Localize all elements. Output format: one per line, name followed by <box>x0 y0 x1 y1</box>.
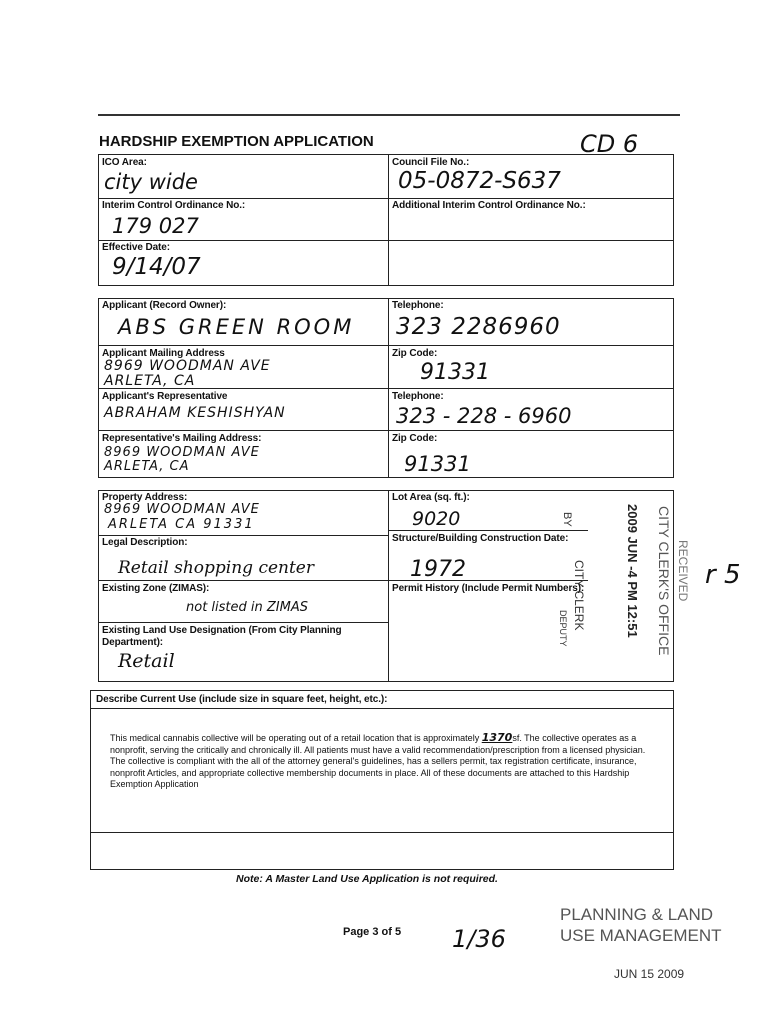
zip-label: Zip Code: <box>392 348 438 359</box>
construction-value: 1972 <box>410 557 466 582</box>
ico-no-value: 179 027 <box>112 214 199 238</box>
construction-label: Structure/Building Construction Date: <box>392 533 569 544</box>
district-handwritten: CD 6 <box>580 130 639 158</box>
rep-label: Applicant's Representative <box>102 391 228 402</box>
mailing-line2: ARLETA, CA <box>104 373 196 389</box>
ico-area-label: ICO Area: <box>102 157 147 168</box>
lot-area-label: Lot Area (sq. ft.): <box>392 492 470 503</box>
rep-zip-value: 91331 <box>404 452 471 476</box>
zone-value: not listed in ZIMAS <box>186 600 308 615</box>
stamp-city-clerks-office: CITY CLERK'S OFFICE <box>656 506 672 656</box>
stamp-by: BY <box>561 512 573 527</box>
lot-area-value: 9020 <box>412 508 461 530</box>
council-file-label: Council File No.: <box>392 157 470 168</box>
stamp-received: RECEIVED <box>676 540 690 602</box>
rep-mailing-label: Representative's Mailing Address: <box>102 433 262 444</box>
footer-note: Note: A Master Land Use Application is not required. <box>236 873 498 885</box>
planning-stamp-line1: PLANNING & LAND <box>560 905 714 924</box>
current-use-text-b: sf. The collective operates as a nonprofit, serving the critically and chronically ill. All patients must have a valid recommendation/prescription from a licensed physician. The collective is compliant with the all of the attorney general's guidelines, has a sellers permit, tax registration certificate, insurance, nonprofit Articles, and appropriate collective membership documents in place. All of these documents are attached to this Hardship Exemption Application <box>110 733 646 789</box>
form-title: HARDSHIP EXEMPTION APPLICATION <box>99 133 374 150</box>
rep-telephone-label: Telephone: <box>392 391 444 402</box>
zip-value: 91331 <box>420 360 490 385</box>
handwritten-page: 1/36 <box>452 925 506 953</box>
legal-label: Legal Description: <box>102 537 188 548</box>
sqft-value: 1370 <box>481 731 513 744</box>
ico-area-value: city wide <box>104 170 198 194</box>
page-number: Page 3 of 5 <box>343 926 402 938</box>
rep-zip-label: Zip Code: <box>392 433 438 444</box>
planning-stamp-line2: USE MANAGEMENT <box>560 926 722 945</box>
stamp-deputy: DEPUTY <box>558 610 568 647</box>
stamp-date-time: 2009 JUN -4 PM 12:51 <box>625 504 640 638</box>
effective-date-label: Effective Date: <box>102 242 170 253</box>
applicant-value: ABS GREEN ROOM <box>118 315 355 339</box>
planning-stamp-date: JUN 15 2009 <box>614 967 685 981</box>
applicant-label: Applicant (Record Owner): <box>102 300 227 311</box>
ico-no-label: Interim Control Ordinance No.: <box>102 200 246 211</box>
current-use-label: Describe Current Use (include size in square feet, height, etc.): <box>96 694 388 705</box>
mailing-label: Applicant Mailing Address <box>102 348 225 359</box>
zone-label: Existing Zone (ZIMAS): <box>102 583 210 594</box>
rep-telephone-value: 323 - 228 - 6960 <box>396 404 572 428</box>
stamp-city-clerk: CITY CLERK <box>572 560 586 631</box>
current-use-text <box>110 732 655 791</box>
property-line2: ARLETA CA 91331 <box>108 517 255 532</box>
land-use-value: Retail <box>118 650 175 672</box>
legal-value: Retail shopping center <box>118 558 314 578</box>
telephone-label: Telephone: <box>392 300 444 311</box>
property-label: Property Address: <box>102 492 188 503</box>
mailing-line1: 8969 WOODMAN AVE <box>104 358 271 374</box>
telephone-value: 323 2286960 <box>396 314 561 340</box>
rep-value: ABRAHAM KESHISHYAN <box>104 405 286 421</box>
effective-date-value: 9/14/07 <box>112 254 201 280</box>
rep-mailing-line1: 8969 WOODMAN AVE <box>104 445 260 460</box>
top-rule <box>98 114 680 116</box>
section-ico-divider <box>388 154 389 286</box>
additional-ico-label: Additional Interim Control Ordinance No.: <box>392 200 586 211</box>
council-file-value: 05-0872-S637 <box>398 168 561 194</box>
permit-label: Permit History (Include Permit Numbers): <box>392 583 585 594</box>
current-use-text-a: This medical cannabis collective will be operating out of a retail location that is approximately <box>110 733 480 743</box>
margin-mark: r 5 <box>705 560 741 590</box>
rep-mailing-line2: ARLETA, CA <box>104 459 190 474</box>
land-use-label: Existing Land Use Designation (From City Planning Department): <box>102 625 342 648</box>
property-line1: 8969 WOODMAN AVE <box>104 502 260 517</box>
